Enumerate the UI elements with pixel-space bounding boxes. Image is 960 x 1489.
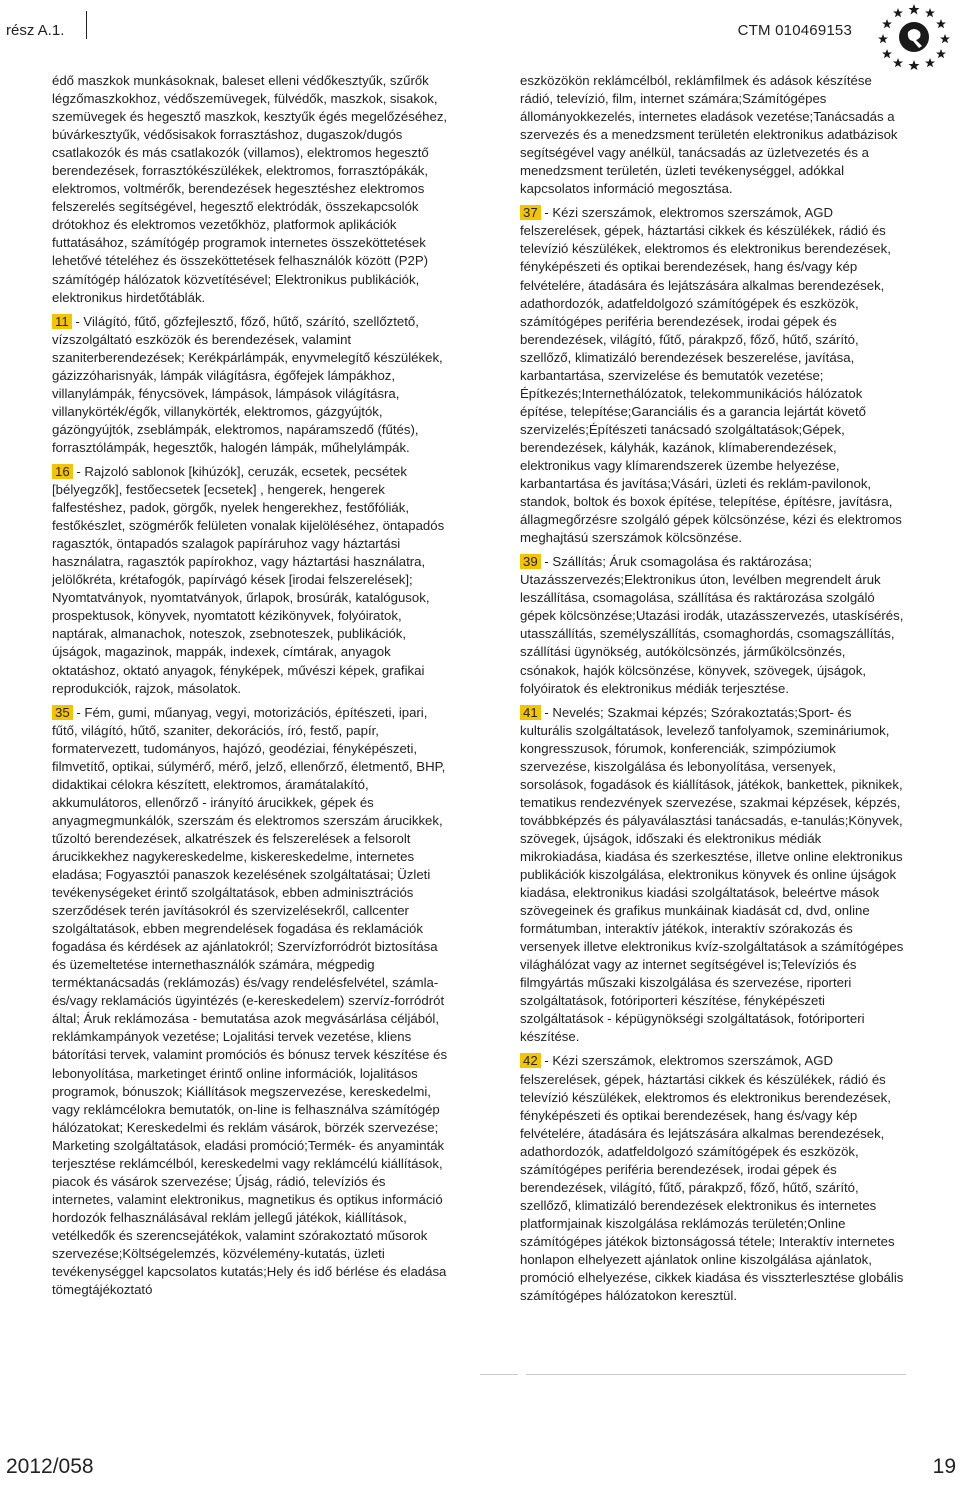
ohim-logo	[872, 2, 956, 70]
header-divider	[86, 11, 87, 39]
entry-text: - Kézi szerszámok, elektromos szerszámok, AGD felszerelések, gépek, háztartási cikkek és készülékek, rádió és televízió készülékek, elektromos és elektronikus berendezések, fényképészeti és optikai berendezések, hang és/vagy kép felvételére, átadására és lejátszására alkalmas berendezések, adathordozók, adatfeldolgozó számítógépek és eszközök, számítógépes periféria berendezések, irodai gépek és berendezések, világító, fűtő, párakpző, főző, hűtő, szárító, szellőző, klimatizáló berendezések elektronikus és internetes platformjainak kiszolgálása reklámozás területén;Online számítógépes játékok biztonságossá tétele; Interaktív internetes honlapon elhelyezett ajánlatok online kiszolgálása ajánlatok, promóció elhelyezése, cikkek kiadása és visszterlesztése globális számítógépes hálózatokon keresztül.	[520, 1053, 904, 1304]
ctm-number: CTM 010469153	[737, 22, 852, 39]
separator-short	[480, 1374, 518, 1375]
entry-text: - Nevelés; Szakmai képzés; Szórakoztatás;Sport- és kulturális szolgáltatások, levelező tanfolyamok, szemináriumok, kongresszusok, fórumok, konferenciák, szimpóziumok szervezése, kiszolgálása és lebonyolítása, versenyek, sorsolások, fogadások és kiállítások, játékok, bankettek, piknikek, tematikus rendezvények szervezése, szakmai képzések, képzés, továbbképzés és pályaválasztási tanácsadás, e-tanulás;Könyvek, szövegek, újságok, időszaki és elektronikus médiák mikrokiadása, kiadása és szerkesztése, illetve online elektronikus publikációk kiszolgálása, elektronikus könyvek és online újságok kiadása, elektronikus kiadási szolgáltatások, beleértve mások szövegeinek és grafikus munkáinak kiadását cd, dvd, online formátumban, interaktív játékok, interaktív szórakozás és versenyek illetve elektronikus kvíz-szolgáltatások a számítógépes világhálózat vagy az internet segítségével is;Televíziós és filmgyártás műszaki kiszolgálása és szervezése, riporteri szolgáltatások, fotóriporteri készítése, fényképészeti szolgáltatások - képügynökségi szolgáltatások, fotóriporteri készítése.	[520, 704, 904, 1045]
separator-long	[526, 1374, 906, 1375]
page-number: 19	[932, 1455, 956, 1478]
entry-text: - Világító, fűtő, gőzfejlesztő, főző, hűtő, szárító, szellőztető, vízszolgáltató eszközök és berendezések, valamint szaniterberendezések; Kerékpárlámpák, enyvmelegítő készülékek, gázizzóharisnyák, lámpák világításra, égőfejek lámpákhoz, villanylámpák, fénycsövek, lámpások, lámpások világításra, villanykörték/égők, villanykörték, elektromos, gázgyújtók, gázöngyújtók, zseblámpák, elektromos, napáramszedő (fűtés), forrasztólámpák, hegesztők, halogén lámpák, műhelylámpák.	[52, 313, 443, 455]
entry-text: édő maszkok munkásoknak, baleset elleni védőkesztyűk, szűrők légzőmaszkokhoz, védőszemüvegek, fülvédők, maszkok, sisakok, szemüvegek és hegesztő maszkok, kesztyűk égés megelőzéséhez, búvárkesztyűk, védősisakok forrasztáshoz, dugaszok/dugós csatlakozók és más csatlakozók (villamos), elektromos hegesztő berendezések, forrasztókészülékek, elektromos, forrasztópákák, elektromos, voltmérők, berendezések hegesztéshez elektromos felszerelés segítségével, hegesztő elektródák, összekapcsolók drótokhoz és elektromos vezetőkhöz, platformok aplikációk futtatásához, számítógép programok internetes összeköttetések lehetővé tételéhez és összeköttetések felhasználók között (P2P) számítógép hálózatok közvetítésével; Elektronikus publikációk, elektronikus hirdetőtáblák.	[52, 73, 448, 305]
right-column	[520, 72, 904, 1311]
entry-class-11	[52, 313, 448, 457]
class-number: 42	[520, 1053, 541, 1068]
class-number: 41	[520, 705, 541, 720]
entry-class-42	[520, 1052, 904, 1305]
entry-continued	[52, 72, 448, 307]
part-label: rész A.1.	[6, 22, 65, 39]
class-number: 11	[52, 314, 72, 329]
entry-class-39	[520, 553, 904, 697]
entry-continued	[520, 72, 904, 198]
class-number: 37	[520, 205, 541, 220]
entry-text: - Kézi szerszámok, elektromos szerszámok, AGD felszerelések, gépek, háztartási cikkek és készülékek, rádió és televízió készülékek, elektromos és elektronikus berendezések, fényképészeti és optikai berendezések, hang és/vagy kép felvételére, átadására és lejátszására alkalmas berendezések, adathordozók, adatfeldolgozó számítógépek és eszközök, számítógépes periféria berendezések, irodai gépek és berendezések, világító, fűtő, párakpző, főző, hűtő, szárító, szellőző, klimatizáló berendezések beszerelése, javítása, karbantartása, szervizelése és bemutatók vezetése; Építkezés;Internethálózatok, telekommunikációs hálózatok építése, telepítése;Garanciális és a garancia lejártát követő szervizelés;Építészeti tanácsadó szolgáltatások;Gépek, berendezések, kályhák, kazánok, klímaberendezések, elektronikus vagy klímarendszerek üzembe helyezése, karbantartása és javítása;Vásári, üzleti és reklám-pavilonok, standok, boltok és boxok építése, telepítése, építésre, javításra, állagmegőrzésre szolgáló gépek kölcsönzése, kézi és elektromos meghajtású szerszámok kölcsönzése.	[520, 205, 902, 546]
entry-text: - Fém, gumi, műanyag, vegyi, motorizációs, építészeti, ipari, fűtő, világító, hűtő, szaniter, dekorációs, író, festő, papír, formatervezett, tudományos, hajózó, geodéziai, fényképészeti, filmvetítő, optikai, súlymérő, mérő, jelző, ellenőrző, életmentő, BHP, didaktikai célokra készített, elektromos, áramátalakító, akkumulátoros, ellenőrző - irányító árucikkek, gépek és anyagmegmunkálók, szerszám és elektromos szerszám árucikkek, tűzoltó berendezések, alkatrészek és felszerelések a felsorolt árucikkekhez nagykereskedelme, kiskereskedelme, internetes eladása; Fogyasztói panaszok kezelésének szolgáltatásai; Üzleti tevékenységeket érintő szolgáltatások, ebben adminisztrációs szerződések terén javításokról és szervizelésekről, callcenter szolgáltatások, ebben megrendelések fogadása és reklamációk fogadása és kérdések az ajánlatokról; Szervízforródrót biztosítása és üzemeltetése internethasználók számára, mégpedig terméktanácsadás (reklámozás) és/vagy rendelésfelvétel, számla- és/vagy reklamációs ügyintézés (e-kereskedelem) szervíz-forródrót által; Áruk reklámozása - bemutatása azok megvásárlása céljából, reklámkampányok vezetése; Lojalitási tervek vezetése, kliens bátorítási tervek, valamint promóciós és bónusz tervek készítése és lebonyolítása, marketinget érintő online információk, lojalitásos programok, bónuszok; Kiállítások megszervezése, kereskedelmi, vagy reklámcélokra bemutatók, on-line is felhasználva számítógép hálózatokat; Kereskedelmi és reklám vásárok, börzék szervezése; Marketing szolgáltatások, eladási promóció;Termék- és anyaminták terjesztése reklámcélból, kereskedelmi vagy reklámcélú kiállítások, piacok és vásárok szervezése; Újság, rádió, televíziós és internetes, valamint elektronikus, magnetikus és optikus információ hordozók felhasználásával reklám jellegű játékok, kiállítások, vetélkedők és szerencsejátékok, valamint szórakoztató műsorok szervezése;Költségelemzés, közvélemény-kutatás, üzleti tevékenységgel kapcsolatos kutatás;Hely és idő bérlése és eladása tömegtájékoztató	[52, 704, 448, 1298]
entry-class-37	[520, 204, 904, 547]
issue-number: 2012/058	[6, 1455, 94, 1478]
entry-class-35	[52, 704, 448, 1300]
entry-class-16	[52, 463, 448, 698]
class-number: 16	[52, 464, 73, 479]
left-column	[52, 72, 448, 1305]
entry-text: eszközökön reklámcélból, reklámfilmek és adások készítése rádió, televízió, film, internet számára;Számítógépes állományokkezelés, internetes eladások vezetése;Tanácsadás a szervezés és a menedzsment területén elektronikus adatbázisok segítségével vagy anélkül, tanácsadás az üzletvezetés és a menedzsment területén, üzleti tevékenységgel, adókkal kapcsolatos információ megosztása.	[520, 73, 898, 197]
entry-text: - Szállítás; Áruk csomagolása és raktározása; Utazásszervezés;Elektronikus úton, levélben megrendelt áruk leszállítása, csomagolása, szállítása és raktározása szolgáló gépek kölcsönzése;Utazási irodák, utazásszervezés, utaskísérés, utasszállítás, személyszállítás, csomaghordás, csomagszállítás, szállítási ügynökség, autókölcsönzés, járműkölcsönzés, csónakok, hajók kölcsönzése, könyvek, szövegek, újságok, folyóiratok és elektronikus médiák terjesztése.	[520, 554, 904, 696]
class-number: 39	[520, 554, 541, 569]
entry-class-41	[520, 704, 904, 1047]
entry-text: - Rajzoló sablonok [kihúzók], ceruzák, ecsetek, pecsétek [bélyegzők], festőecsetek [ecsetek] , hengerek, hengerek falfestéshez, padok, görgők, nyelek hengerekhez, festőfóliák, festőkészlet, szögmérők felületen vonalak kijelöléséhez, öntapadós ragasztók, öntapadós szalagok papíráruhoz vagy háztartási használatra, ragasztók papírokhoz, vagy háztartási használatra, jelölőkréta, krétafogók, papírvágó kések [irodai felszerelések]; Nyomtatványok, nyomtatványok, űrlapok, brosúrák, katalógusok, prospektusok, könyvek, nyomtatott kézikönyvek, folyóiratok, naptárak, almanachok, noteszok, zsebnoteszek, publikációk, újságok, magazinok, mappák, indexek, címtárak, anyagok oktatáshoz, oktató anyagok, fényképek, művészi képek, grafikai reprodukciók, rajzok, másolatok.	[52, 463, 445, 696]
class-number: 35	[52, 705, 73, 720]
